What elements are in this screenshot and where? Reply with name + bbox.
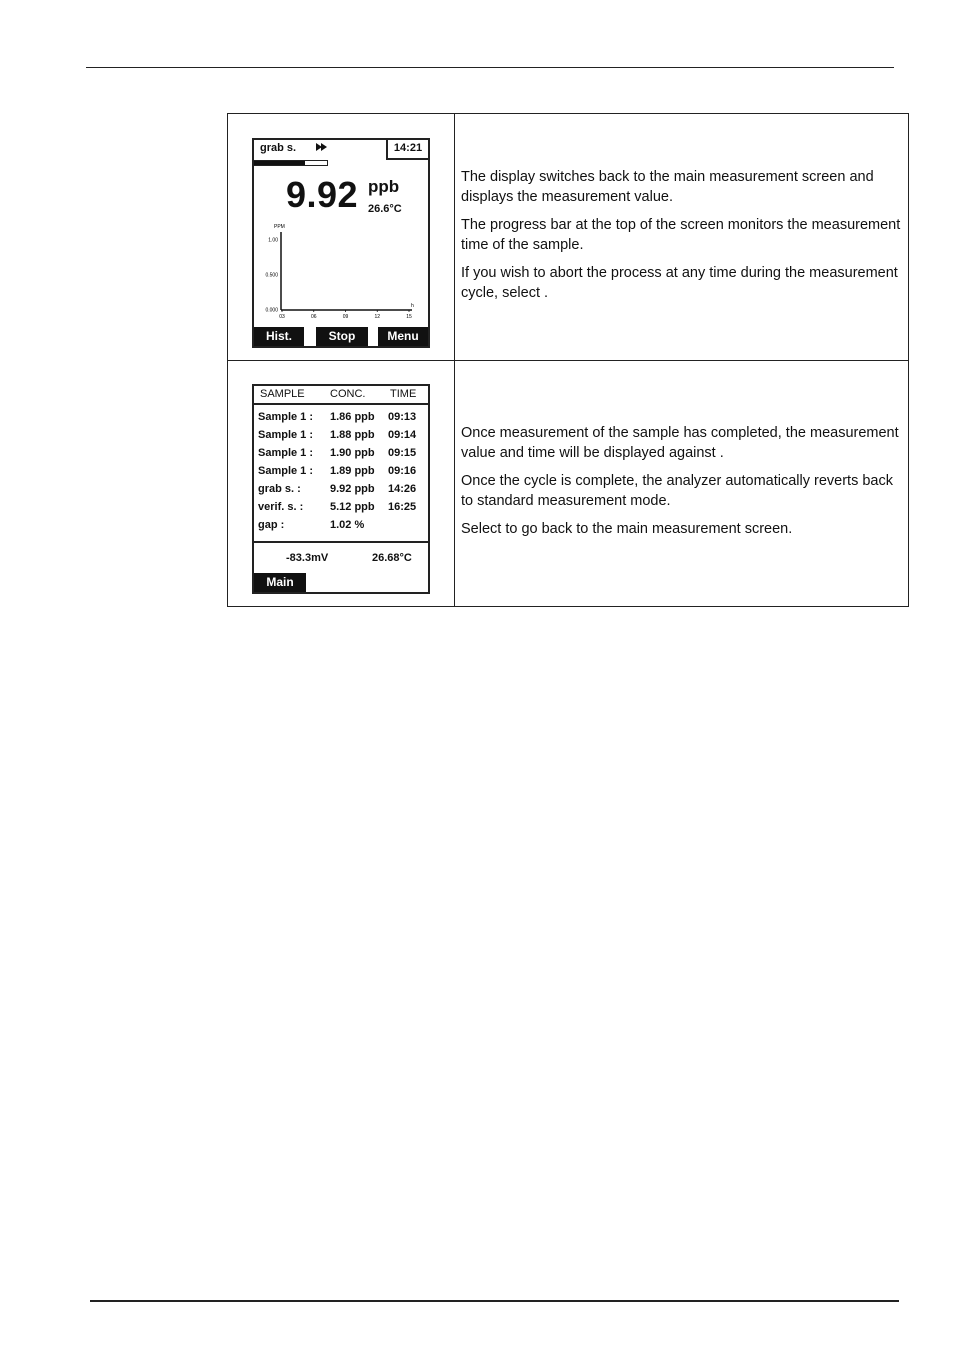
results-header [254,386,428,405]
row-time-cell: 09:15 [388,447,417,459]
table-row [254,462,428,480]
table-row [254,480,428,498]
description-paragraph: Select to go back to the main measurement screen. [461,521,793,537]
row-sample-cell: Sample 1 : [258,429,314,441]
measurement-chart [254,218,428,324]
mode-label: grab s. [260,142,297,154]
x-tick-label: 12 [374,314,381,320]
softkey-stop-button[interactable]: Stop [316,327,368,346]
row-conc-cell: 9.92 ppb [330,483,375,495]
description-paragraph: The display switches back to the main measurement screen and displays the measurement value. [461,169,874,205]
row-conc-cell: 5.12 ppb [330,501,375,513]
x-tick-label: 15 [406,314,412,320]
clock-time: 14:21 [386,140,428,160]
description-paragraph: If you wish to abort the process at any time during the measurement cycle, select . [461,265,898,301]
description-paragraph: Once the cycle is complete, the analyzer automatically reverts back to standard measurement mode. [461,473,893,509]
softkey-bar [254,327,428,346]
y-tick-label: 0.000 [265,307,278,314]
header-time: TIME [390,388,417,400]
row-time-cell: 09:14 [388,429,417,441]
instruction-table [227,113,909,607]
header-rule [86,67,894,68]
y-axis-label: PPM [274,224,285,230]
progress-bar-fill [254,161,305,165]
table-row [254,408,428,426]
softkey-menu-button[interactable]: Menu [378,327,428,346]
table-row [254,498,428,516]
row-sample-cell: gap : [258,519,285,531]
progress-bar [254,160,328,166]
row-time-cell: 09:16 [388,465,417,477]
description-paragraph: Once measurement of the sample has completed, the measurement value and time will be displayed against . [461,425,899,461]
footer-rule [90,1300,899,1302]
step-row-results [228,360,908,606]
measurement-value: 9.92 [286,174,359,215]
row-conc-cell: 1.88 ppb [330,429,375,441]
x-axis-label: h [411,303,414,309]
row-sample-cell: Sample 1 : [258,447,314,459]
softkey-main-button[interactable]: Main [254,573,306,592]
row-sample-cell: Sample 1 : [258,465,314,477]
row-time-cell: 14:26 [388,483,417,495]
table-row [254,426,428,444]
x-tick-label: 09 [342,314,349,320]
table-row [254,516,428,534]
header-conc: CONC. [330,388,366,400]
row-conc-cell: 1.86 ppb [330,411,375,423]
y-tick-label: 0.500 [265,272,278,279]
step-description [461,167,903,311]
device-screen-measurement [252,138,430,348]
step-description [461,423,903,547]
row-conc-cell: 1.90 ppb [330,447,375,459]
header-sample: SAMPLE [260,388,305,400]
device-screen-results [252,384,430,594]
description-paragraph: The progress bar at the top of the screen monitors the measurement time of the sample. [461,217,901,253]
row-time-cell: 09:13 [388,411,417,423]
measurement-unit: ppb [368,177,400,196]
row-conc-cell: 1.89 ppb [330,465,375,477]
table-row [254,444,428,462]
row-sample-cell: Sample 1 : [258,411,314,423]
step-row-measurement [228,114,908,361]
y-tick-label: 1.00 [268,237,278,244]
voltage-readout: -83.3mV [286,552,329,564]
row-conc-cell: 1.02 % [330,519,365,531]
row-time-cell: 16:25 [388,501,417,513]
fast-forward-icon [316,143,328,153]
softkey-hist-button[interactable]: Hist. [254,327,304,346]
results-separator [254,541,428,543]
row-sample-cell: verif. s. : [258,501,304,513]
x-tick-label: 06 [310,314,317,320]
temperature-readout: 26.68°C [372,552,412,564]
temperature-readout: 26.6°C [368,203,402,215]
row-sample-cell: grab s. : [258,483,301,495]
x-tick-label: 03 [279,314,285,320]
